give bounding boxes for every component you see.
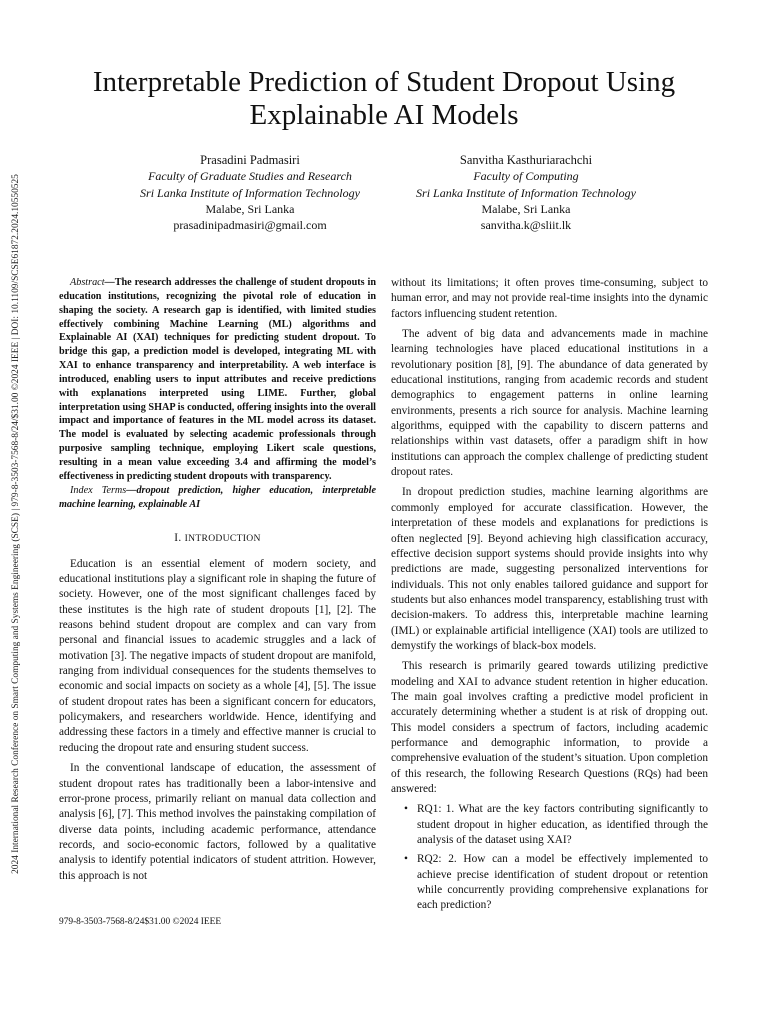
abstract-label: Abstract (70, 277, 105, 288)
intro-paragraph-5: This research is primarily geared towards utilizing predictive modeling and XAI to advance student retention in higher education. The main goal involves crafting a predictive model proficient in accurately determining whether a student is at risk of dropping out. This model considers a spectrum of factors, including academic performance and demographic information, to provide a comprehensive evaluation of the student’s situation. Upon completion of this research, the following Research Questions (RQs) had been answered: (391, 660, 708, 795)
author-name: Sanvitha Kasthuriarachchi (459, 153, 593, 167)
right-column (391, 276, 708, 918)
author-faculty: Faculty of Graduate Studies and Research (148, 169, 352, 184)
left-column (59, 276, 376, 889)
sidebar-publication-info: 2024 International Research Conference on Smart Computing and Systems Engineering (SCSE) | 979-8-3503-7568-8/24/$31.00 ©2024 IEEE | DOI: 10.1109/SCSE61872.2024.10550525 (11, 174, 21, 874)
section-number: I. (174, 532, 182, 545)
author-email: prasadinipadmasiri@gmail.com (173, 218, 327, 233)
bullet-icon: • (404, 803, 408, 816)
abstract (59, 276, 376, 484)
author-block-1 (100, 152, 400, 233)
index-terms-text: —dropout prediction, higher education, interpretable machine learning, explainable AI (59, 484, 376, 510)
author-email: sanvitha.k@sliit.lk (480, 218, 572, 233)
index-terms-label: Index Terms (70, 484, 127, 496)
intro-paragraph-2: In the conventional landscape of education, the assessment of student dropout rates has traditionally been a labor-intensive and error-prone process, primarily reliant on manual data collection and analysis [6], [7]. This method involves the painstaking compilation of diverse data points, including academic performance, attendance records, and socio-economic factors, followed by a qualitative analysis to identify potential indicators of student attrition. However, this approach is not (59, 762, 376, 882)
list-item (391, 852, 708, 913)
bullet-icon: • (404, 853, 408, 866)
author-institute: Sri Lanka Institute of Information Technology (140, 185, 360, 200)
intro-paragraph-continued: without its limitations; it often proves time-consuming, subject to human error, and may not provide real-time insights into the dynamic factors influencing student retention. (391, 277, 708, 320)
author-location: Malabe, Sri Lanka (481, 201, 571, 216)
intro-paragraph-3: The advent of big data and advancements made in machine learning technologies have placed educational institutions in a revolutionary position [8], [9]. The abundance of data generated by educational institutions, ranging from academic records and student demographics to engagement patterns in online learning environments, presents a rich source for analysis. Machine learning algorithms, equipped with the capability to discern patterns and relationships within vast datasets, offer a paradigm shift in how institutions can approach the complex challenge of predicting student dropout rates. (391, 328, 708, 479)
paper-title: Interpretable Prediction of Student Dropout Using Explainable AI Models (92, 66, 676, 131)
research-question-2: RQ2: 2. How can a model be effectively implemented to achieve precise identification of student dropout or retention while concurrently providing comprehensive explanations for each prediction? (417, 853, 708, 912)
research-questions-list (391, 802, 708, 913)
author-institute: Sri Lanka Institute of Information Technology (416, 185, 636, 200)
copyright-footer: 979-8-3503-7568-8/24$31.00 ©2024 IEEE (59, 917, 222, 927)
research-question-1: RQ1: 1. What are the key factors contributing significantly to student dropout in higher education, as identified through the analysis of the dataset using XAI? (417, 803, 708, 847)
list-item (391, 802, 708, 848)
intro-paragraph-4: In dropout prediction studies, machine learning algorithms are commonly employed for accurate classification. However, the interpretation of these models and explanations for predictions is often neglected [9]. Beyond achieving high classification accuracy, effective decision support systems should provide insights into why predictions are made, suggesting personalized interventions for individuals. This not only enables tailored guidance and support for students but also enhances model transparency, establishing trust with decision-makers. To address this, interpretable machine learning (IML) or explainable artificial intelligence (XAI) tools are utilized to demystify the workings of black-box models. (391, 486, 708, 652)
intro-paragraph-1: Education is an essential element of modern society, and educational institutions play a significant role in shaping the future of society. However, one of the most significant challenges faced by these institutes is the high rate of student dropouts [1], [2]. The reasons behind student dropout are complex and can vary from personal and financial issues to academic struggles and a lack of motivation [3]. The negative impacts of student dropout are manifold, ranging from individual consequences for the students themselves to economic and social impacts on society as a whole [4], [5]. The issue of student dropout rates has been a significant concern for educators, policymakers, and researchers worldwide. Hence, identifying and addressing these factors in a timely and effective manner is crucial to reducing the dropout rate and ensuring student success. (59, 557, 376, 754)
section-title: INTRODUCTION (184, 533, 261, 545)
author-name: Prasadini Padmasiri (200, 153, 300, 167)
author-block-2 (376, 152, 676, 233)
index-terms (59, 484, 376, 512)
author-location: Malabe, Sri Lanka (205, 201, 295, 216)
author-faculty: Faculty of Computing (473, 169, 579, 184)
section-heading-introduction (59, 531, 376, 546)
abstract-text: —The research addresses the challenge of student dropouts in education institutions, recognizing the pivotal role of education in shaping the society. A research gap is identified, with limited studies effectively combining Machine Learning (ML) algorithms and Explainable AI (XAI) techniques for predicting student dropout. To bridge this gap, a prediction model is developed, integrating ML with XAI to enhance transparency and interpretability. A web interface is introduced, enabling users to input attributes and receive predictions with explanations interpreted using LIME. Further, global interpretation using SHAP is conducted, offering insights into the overall impact and importance of features in the ML model across its dataset. The model is evaluated by selecting academic professionals through purposive sampling technique, employing Likert scale questions, resulting in a mean value exceeding 3.4 and affirming the model’s effectiveness in predicting student dropouts with transparency. (59, 277, 376, 482)
